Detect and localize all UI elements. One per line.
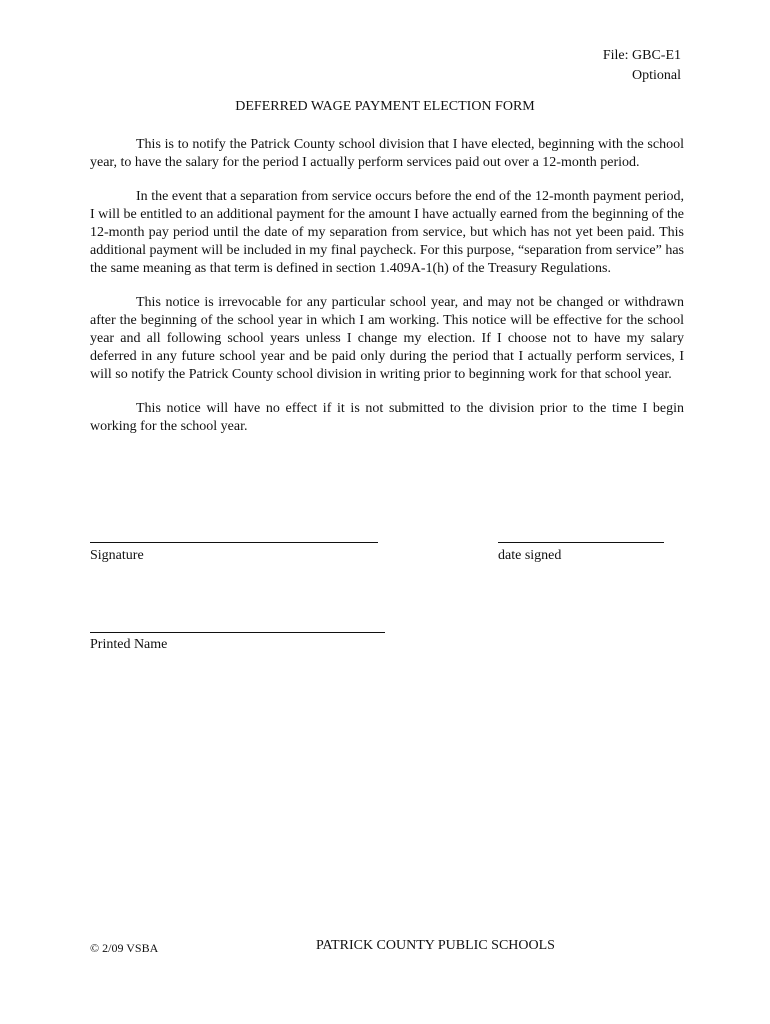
file-status: Optional [632, 68, 681, 83]
footer-organization: PATRICK COUNTY PUBLIC SCHOOLS [316, 938, 555, 953]
footer-copyright: © 2/09 VSBA [90, 941, 159, 955]
file-code: File: GBC-E1 [602, 48, 681, 63]
printed-name-line[interactable] [90, 632, 385, 633]
paragraph-irrevocable: This notice is irrevocable for any particular school year, and may not be changed or withdrawn after the beginning of the school year in which I am working. This notice will be effective for the school year and all following school years unless I change my election. If I choose not to have my salary deferred in any future school year and be paid only during the period that I actually perform services, I will so notify the Patrick County school division in writing prior to beginning work for that school year. [90, 295, 684, 382]
paragraph-separation: In the event that a separation from service occurs before the end of the 12-month payment period, I will be entitled to an additional payment for the amount I have actually earned from the beginning of the 12-month pay period until the date of my separation from service, but which has not yet been paid. This additional payment will be included in my final paycheck. For this purpose, “separation from service” has the same meaning as that term is defined in section 1.409A-1(h) of the Treasury Regulations. [90, 189, 684, 276]
file-reference [603, 46, 681, 86]
signature-label: Signature [90, 548, 144, 563]
signature-line[interactable] [90, 542, 378, 543]
date-signed-label: date signed [498, 548, 562, 563]
printed-name-label: Printed Name [90, 637, 168, 652]
paragraph-effect: This notice will have no effect if it is not submitted to the division prior to the time I begin working for the school year. [90, 401, 684, 434]
form-body [90, 136, 684, 452]
paragraph-election: This is to notify the Patrick County school division that I have elected, beginning with the school year, to have the salary for the period I actually perform services paid out over a 12-month period. [90, 137, 684, 170]
form-title: DEFERRED WAGE PAYMENT ELECTION FORM [235, 99, 535, 114]
date-signed-line[interactable] [498, 542, 664, 543]
